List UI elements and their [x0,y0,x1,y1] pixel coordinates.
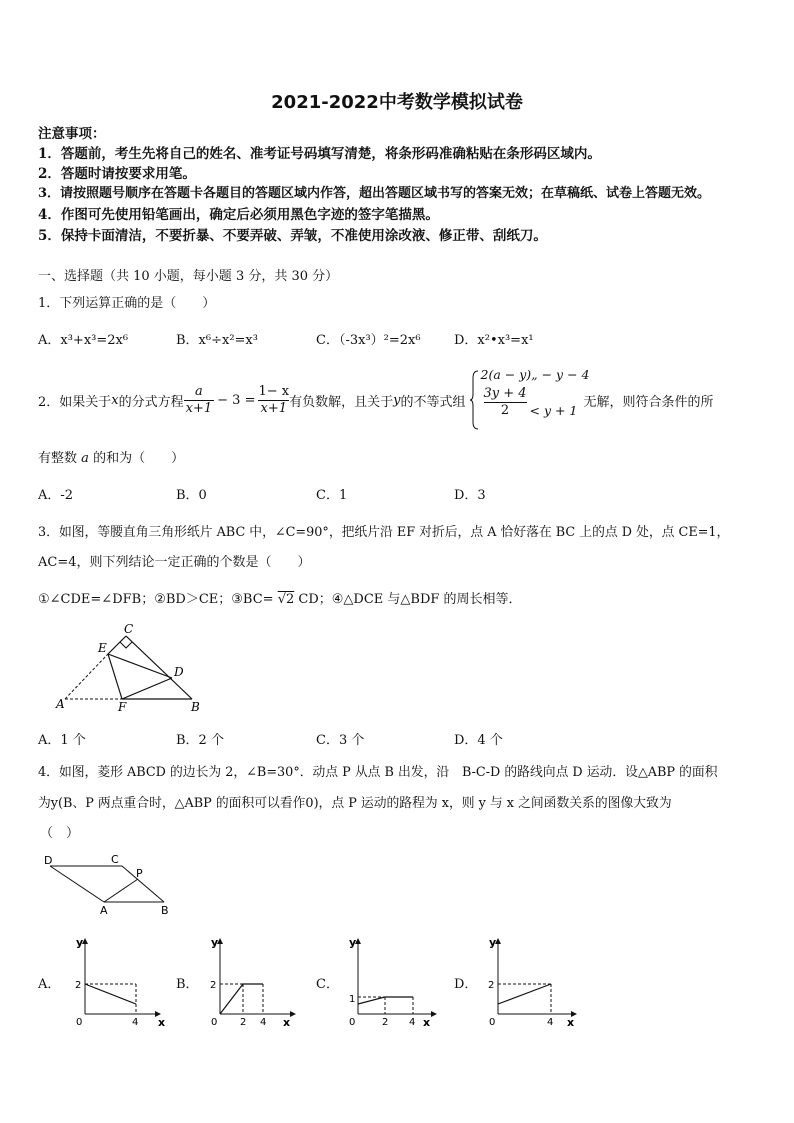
q4-option-c: C． [316,977,339,992]
q4-stem-line3: （ ） [40,826,80,841]
q2-option-b: B．0 [176,488,207,503]
q1-option-b: B．x⁶÷x²=x³ [176,333,258,348]
notice-item-2: 2．答题时请按要求用笔。 [38,166,196,182]
q3-label-c: C [124,622,134,636]
q2-text-3: 有负数解，且关于 [289,394,394,410]
q3-label-e: E [98,641,107,655]
notice-item-1: 1．答题前，考生先将自己的姓名、准考证号码填写清楚，将条形码准确粘贴在条形码区域内。 [38,146,601,162]
notice-heading: 注意事项： [38,126,106,142]
q2-option-a: A．-2 [38,488,74,503]
q2-ineq-2-rest: < y + 1 [529,403,578,418]
q4-option-a: A． [38,977,61,992]
q1-option-a: A．x³+x³=2x⁶ [38,333,129,348]
q2-ineq2-den: 2 [484,402,527,419]
q2-var-a: a [81,451,89,466]
q2-brace-icon [470,370,480,430]
q4-label-d: D [44,854,53,867]
q2-ineq-1: 2(a − y)„ − y − 4 [480,367,590,382]
q3-label-b: B [191,700,200,714]
q2-minus3: − 3 = [217,392,256,408]
q4c-tick-x2: 2 [382,1017,389,1027]
q4-label-p: P [136,867,143,880]
q2-option-c: C．1 [316,488,348,503]
q3-option-d: D．4 个 [454,733,503,748]
q4b-y-label: y [211,936,219,949]
q3-stem-line3 [38,588,522,607]
q2-text-5: 无解，则符合条件的所 [583,394,714,410]
q2-option-d: D．3 [454,488,486,503]
q1-option-c: C．（-3x³）²=2x⁶ [316,333,421,348]
q2-frac2-den: x+1 [258,400,289,417]
q2-stem-line2 [38,447,184,466]
q2-frac2-num: 1− x [258,383,290,399]
q2-inequality-system [470,367,590,430]
notice-item-3: 3．请按照题号顺序在答题卡各题目的答题区域内作答，超出答题区域书写的答案无效；在草稿纸、试卷上答题无效。 [38,186,711,201]
q4-option-d: D． [454,977,478,992]
q2-stem-line1 [38,367,714,428]
q2-var-y: y [393,392,401,408]
q4c-tick-x4: 4 [409,1017,416,1027]
q3-sqrt2: √2 [277,592,295,607]
q4-graph-a [70,932,165,1027]
section-heading: 一、选择题（共 10 小题，每小题 3 分，共 30 分） [38,269,339,284]
q1-option-d: D．x²•x³=x¹ [454,333,534,348]
q4b-origin: 0 [211,1017,218,1027]
q4a-x-label: x [158,1016,165,1027]
q4-stem-line2: 为y(B、P 两点重合时，△ABP 的面积可以看作0)，点 P 运动的路程为 x，则 y 与 x 之间函数关系的图像大致为 [38,796,672,811]
q4a-origin: 0 [76,1017,83,1027]
q2-var-x: x [111,392,119,408]
q4c-origin: 0 [349,1017,356,1027]
q1-stem: 1．下列运算正确的是（ ） [38,296,216,311]
q4-option-b: B． [176,977,199,992]
q3-option-c: C．3 个 [316,733,365,748]
q4c-x-label: x [423,1016,431,1027]
q4b-tick-x4: 4 [260,1017,267,1027]
q2-frac1-den: x+1 [185,400,213,416]
q3-label-f: F [118,700,127,714]
q2-text-1: 2．如果关于 [38,394,112,410]
q2-text-7: 的和为（ ） [93,451,185,466]
q3-figure [52,620,212,715]
q4c-tick-y1: 1 [349,994,356,1005]
q4a-tick-2: 2 [75,980,82,991]
q4-label-a: A [100,904,108,917]
q4a-tick-4: 4 [132,1017,139,1027]
q4b-tick-y2: 2 [210,980,217,991]
q3-stem-line2: AC=4，则下列结论一定正确的个数是（ ） [38,555,311,570]
page-title: 2021-2022中考数学模拟试卷 [271,92,523,113]
q4b-x-label: x [283,1016,291,1027]
q4d-tick-2: 2 [488,980,495,991]
q2-text-4: 的不等式组 [400,394,466,410]
q3-text-b: CD；④△DCE 与△BDF 的周长相等． [298,592,522,607]
q2-text-6: 有整数 [38,451,78,466]
q4-graph-b [205,932,300,1027]
q4-graph-d [483,932,583,1027]
q2-fraction-2 [258,384,289,417]
q4c-y-label: y [349,936,357,949]
q4-graph-c [343,932,443,1027]
q3-option-a: A．1 个 [38,733,86,748]
q3-label-a: A [56,697,65,711]
q4a-y-label: y [76,936,84,949]
q4d-x-label: x [567,1016,575,1027]
notice-item-5: 5．保持卡面清洁，不要折暴、不要弄破、弄皱，不准使用涂改液、修正带、刮纸刀。 [38,228,547,244]
q4-stem-line1: 4．如图，菱形 ABCD 的边长为 2，∠B=30°．动点 P 从点 B 出发，沿 B-C-D 的路线向点 D 运动．设△ABP 的面积 [38,765,718,780]
q2-ineq-2-frac [484,386,527,419]
q3-option-b: B．2 个 [176,733,224,748]
q4-label-b: B [161,904,169,917]
notice-item-4: 4．作图可先使用铅笔画出，确定后必须用黑色字迹的签字笔描黑。 [38,207,439,223]
q4b-tick-x2: 2 [240,1017,247,1027]
q3-text-a: ①∠CDE=∠DFB；②BD＞CE；③BC= [38,592,274,607]
q2-ineq2-num: 3y + 4 [483,386,527,401]
q2-fraction-1 [184,384,215,417]
q4-label-c: C [111,853,119,866]
q4d-origin: 0 [489,1017,496,1027]
q4d-y-label: y [489,936,497,949]
q2-frac1-num: a [195,383,203,399]
q4d-tick-4: 4 [547,1017,554,1027]
q2-text-2: 的分式方程 [118,394,184,410]
q3-label-d: D [174,665,184,679]
q3-stem-line1: 3．如图，等腰直角三角形纸片 ABC 中，∠C=90°，把纸片沿 EF 对折后，点 A 恰好落在 BC 上的点 D 处，点 CE=1， [38,525,730,540]
q4-figure [40,850,180,920]
